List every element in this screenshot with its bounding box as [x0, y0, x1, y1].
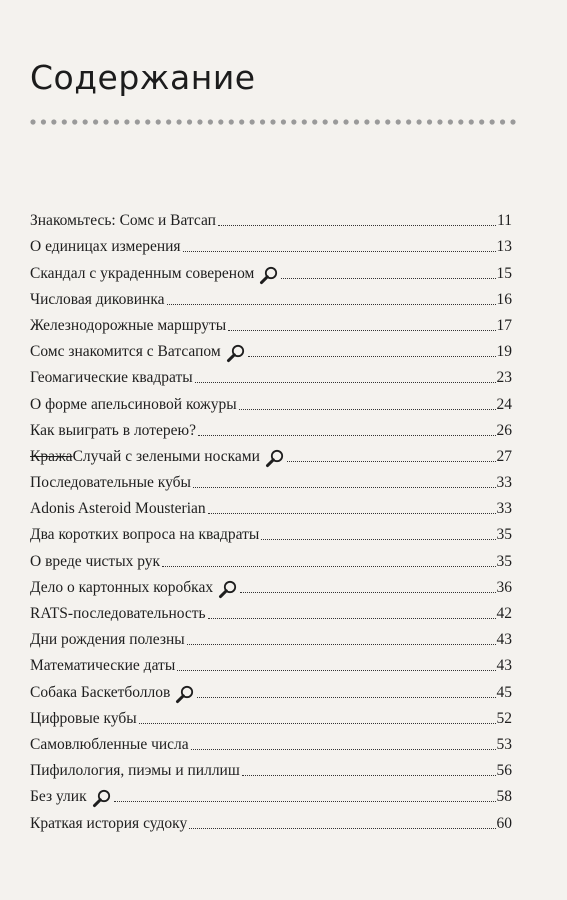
- divider-dot: [500, 119, 505, 124]
- dot-leader: [208, 512, 496, 514]
- divider-dot: [83, 119, 88, 124]
- toc-entry-text: Случай с зелеными носками: [72, 447, 260, 465]
- divider-dot: [208, 119, 213, 124]
- dot-leader: [191, 748, 496, 750]
- toc-entry-title: [30, 605, 206, 623]
- toc-entry-page-number: 52: [496, 709, 512, 727]
- toc-entry-text: Знакомьтесь: Сомс и Ватсап: [30, 212, 216, 230]
- toc-entry-title: [30, 448, 260, 466]
- dot-leader: [114, 800, 496, 802]
- toc-entry-text: Железнодорожные маршруты: [30, 316, 227, 334]
- dot-leader: [287, 460, 496, 462]
- divider-dot: [333, 119, 338, 124]
- toc-entry-page-number: 43: [496, 657, 512, 675]
- dot-leader: [228, 329, 495, 331]
- toc-entry-title: [30, 291, 165, 309]
- toc-entry[interactable]: [30, 571, 512, 597]
- toc-entry-text: Скандал с украденным совереном: [30, 264, 255, 282]
- dot-leader: [240, 591, 495, 593]
- toc-entry-title: [30, 474, 191, 492]
- toc-entry[interactable]: [30, 780, 512, 806]
- toc-entry-title: [30, 553, 160, 571]
- toc-entry-page-number: 56: [496, 762, 512, 780]
- divider-dot: [114, 119, 119, 124]
- toc-entry[interactable]: [30, 466, 512, 492]
- toc-entry-page-number: 11: [497, 212, 512, 230]
- dot-leader: [248, 355, 496, 357]
- toc-entry[interactable]: [30, 309, 512, 335]
- divider-dot: [364, 119, 369, 124]
- toc-entry-text: RATS-последовательность: [30, 605, 206, 622]
- toc-entry[interactable]: [30, 728, 512, 754]
- toc-entry-page-number: 33: [496, 474, 512, 492]
- divider-dot: [250, 119, 255, 124]
- dot-leader: [189, 827, 495, 829]
- toc-entry-page-number: 43: [496, 631, 512, 649]
- toc-entry-title: [30, 579, 213, 597]
- divider-dot: [93, 119, 98, 124]
- dot-leader: [195, 381, 496, 383]
- toc-entry-page-number: 24: [496, 395, 512, 413]
- toc-entry-title: [30, 526, 259, 544]
- toc-entry-page-number: 27: [496, 447, 512, 465]
- toc-entry-title: [30, 762, 240, 780]
- divider-dot: [135, 119, 140, 124]
- divider-dot: [312, 119, 317, 124]
- divider-dot: [490, 119, 495, 124]
- toc-entry-text: Сомс знакомится с Ватсапом: [30, 343, 221, 361]
- toc-entry-page-number: 23: [496, 369, 512, 387]
- toc-entry[interactable]: [30, 675, 512, 701]
- divider-dot: [343, 119, 348, 124]
- divider-dot: [145, 119, 150, 124]
- toc-entry-text: Пифилология, пиэмы и пиллиш: [30, 762, 240, 780]
- toc-entry-title: [30, 815, 187, 833]
- toc-entry[interactable]: [30, 623, 512, 649]
- toc-entry[interactable]: [30, 204, 512, 230]
- toc-entry[interactable]: [30, 387, 512, 413]
- toc-entry[interactable]: [30, 492, 512, 518]
- toc-entry-title: [30, 631, 185, 649]
- divider-dot: [385, 119, 390, 124]
- toc-entry-title: [30, 265, 254, 283]
- divider-dot: [124, 119, 129, 124]
- divider-dot: [239, 119, 244, 124]
- toc-entry[interactable]: [30, 283, 512, 309]
- divider-dot: [458, 119, 463, 124]
- divider-dot: [72, 119, 77, 124]
- divider-dot: [187, 119, 192, 124]
- divider-dot: [260, 119, 265, 124]
- toc-entry-page-number: 33: [496, 500, 512, 518]
- magnifier-icon: [175, 684, 195, 704]
- toc-entry-page-number: 16: [496, 290, 512, 308]
- dot-leader: [183, 250, 496, 252]
- dot-leader: [218, 224, 496, 226]
- toc-entry-text: Числовая диковинка: [30, 290, 165, 308]
- toc-entry[interactable]: [30, 361, 512, 387]
- toc-entry-title: [30, 343, 221, 361]
- toc-entry-text: Краткая история судоку: [30, 814, 188, 832]
- toc-entry-title: [30, 212, 216, 230]
- toc-entry-title: [30, 422, 196, 440]
- toc-entry-title: [30, 369, 193, 387]
- dot-leader: [167, 303, 496, 305]
- divider-dot: [354, 119, 359, 124]
- toc-entry[interactable]: [30, 754, 512, 780]
- toc-entry-text: Цифровые кубы: [30, 709, 137, 727]
- magnifier-icon: [92, 788, 112, 808]
- toc-entry-text: Математические даты: [30, 657, 176, 675]
- divider-dot: [302, 119, 307, 124]
- divider-dot: [156, 119, 161, 124]
- dot-leader: [187, 643, 496, 645]
- dot-leader: [261, 538, 495, 540]
- dot-leader: [162, 565, 495, 567]
- toc-entry-title: [30, 317, 226, 335]
- toc-entry-text: Без улик: [30, 788, 87, 806]
- divider-dot: [103, 119, 108, 124]
- divider-dot: [427, 119, 432, 124]
- toc-entry-title: [30, 684, 170, 702]
- toc-entry-page-number: 19: [496, 343, 512, 361]
- toc-entry-page-number: 58: [496, 788, 512, 806]
- divider-dot: [197, 119, 202, 124]
- toc-entry-text: О единицах измерения: [30, 238, 181, 256]
- toc-entry[interactable]: [30, 230, 512, 256]
- toc-entry-text: Дни рождения полезны: [30, 631, 185, 649]
- divider-dot: [270, 119, 275, 124]
- divider-dot: [406, 119, 411, 124]
- toc-entry-title: [30, 710, 137, 728]
- toc-entry-title: [30, 657, 175, 675]
- dot-leader: [139, 722, 496, 724]
- toc-entry-title: [30, 238, 181, 256]
- divider-dot: [166, 119, 171, 124]
- toc-entry-page-number: 53: [496, 735, 512, 753]
- magnifier-icon: [218, 579, 238, 599]
- toc-entry[interactable]: [30, 518, 512, 544]
- dot-leader: [198, 434, 496, 436]
- divider-dot: [469, 119, 474, 124]
- toc-entry-title: [30, 788, 87, 806]
- toc-entry-page-number: 35: [496, 526, 512, 544]
- toc-entry-text: Adonis Asteroid Mousterian: [30, 500, 206, 518]
- dot-leader: [177, 669, 495, 671]
- toc-entry[interactable]: [30, 544, 512, 570]
- toc-entry[interactable]: [30, 335, 512, 361]
- toc-entry[interactable]: [30, 649, 512, 675]
- toc-entry-page-number: 17: [496, 316, 512, 334]
- toc-entry-page-number: 35: [496, 552, 512, 570]
- toc-entry-page-number: 36: [496, 578, 512, 596]
- toc-entry-page-number: 15: [496, 264, 512, 282]
- toc-entry[interactable]: [30, 597, 512, 623]
- divider-dot: [229, 119, 234, 124]
- toc-entry-text: Собака Баскетболлов: [30, 683, 171, 701]
- toc-entry[interactable]: [30, 702, 512, 728]
- divider-dot: [323, 119, 328, 124]
- toc-entry[interactable]: [30, 414, 512, 440]
- divider-dot: [281, 119, 286, 124]
- divider-dot: [51, 119, 56, 124]
- toc-entry-page-number: 26: [496, 421, 512, 439]
- toc-entry-title: [30, 500, 206, 518]
- dotted-divider: [30, 118, 516, 126]
- dot-leader: [208, 617, 496, 619]
- toc-entry-text: Дело о картонных коробках: [30, 578, 214, 596]
- toc-entry[interactable]: [30, 440, 512, 466]
- divider-dot: [448, 119, 453, 124]
- divider-dot: [479, 119, 484, 124]
- toc-entry-text: Два коротких вопроса на квадраты: [30, 526, 260, 544]
- divider-dot: [437, 119, 442, 124]
- toc-entry-page-number: 60: [496, 814, 512, 832]
- dot-leader: [242, 774, 496, 776]
- divider-dot: [375, 119, 380, 124]
- divider-dot: [218, 119, 223, 124]
- toc-entry-page-number: 13: [496, 238, 512, 256]
- dot-leader: [239, 408, 496, 410]
- magnifier-icon: [226, 343, 246, 363]
- toc-entry-title: [30, 396, 237, 414]
- dot-leader: [193, 486, 496, 488]
- divider-dot: [41, 119, 46, 124]
- dot-leader: [281, 277, 495, 279]
- divider-dot: [416, 119, 421, 124]
- magnifier-icon: [259, 265, 279, 285]
- toc-entry-text: Последовательные кубы: [30, 474, 191, 492]
- divider-dot: [510, 119, 515, 124]
- divider-dot: [30, 119, 35, 124]
- dot-leader: [197, 696, 495, 698]
- divider-dot: [176, 119, 181, 124]
- toc-entry-text: Как выиграть в лотерею?: [30, 421, 196, 439]
- page-title: Содержание: [30, 58, 256, 97]
- toc-entry[interactable]: [30, 806, 512, 832]
- toc-entry-text: Самовлюбленные числа: [30, 735, 189, 753]
- divider-dot: [291, 119, 296, 124]
- toc-entry-text: О вреде чистых рук: [30, 552, 161, 570]
- struck-text: Кража: [30, 447, 73, 465]
- toc-entry-page-number: 45: [496, 683, 512, 701]
- divider-dot: [62, 119, 67, 124]
- table-of-contents: [30, 204, 512, 833]
- toc-entry-text: О форме апельсиновой кожуры: [30, 395, 237, 413]
- toc-entry-title: [30, 736, 189, 754]
- divider-dot: [396, 119, 401, 124]
- toc-entry[interactable]: [30, 256, 512, 282]
- toc-entry-page-number: 42: [496, 605, 512, 622]
- toc-entry-text: Геомагические квадраты: [30, 369, 193, 387]
- magnifier-icon: [265, 448, 285, 468]
